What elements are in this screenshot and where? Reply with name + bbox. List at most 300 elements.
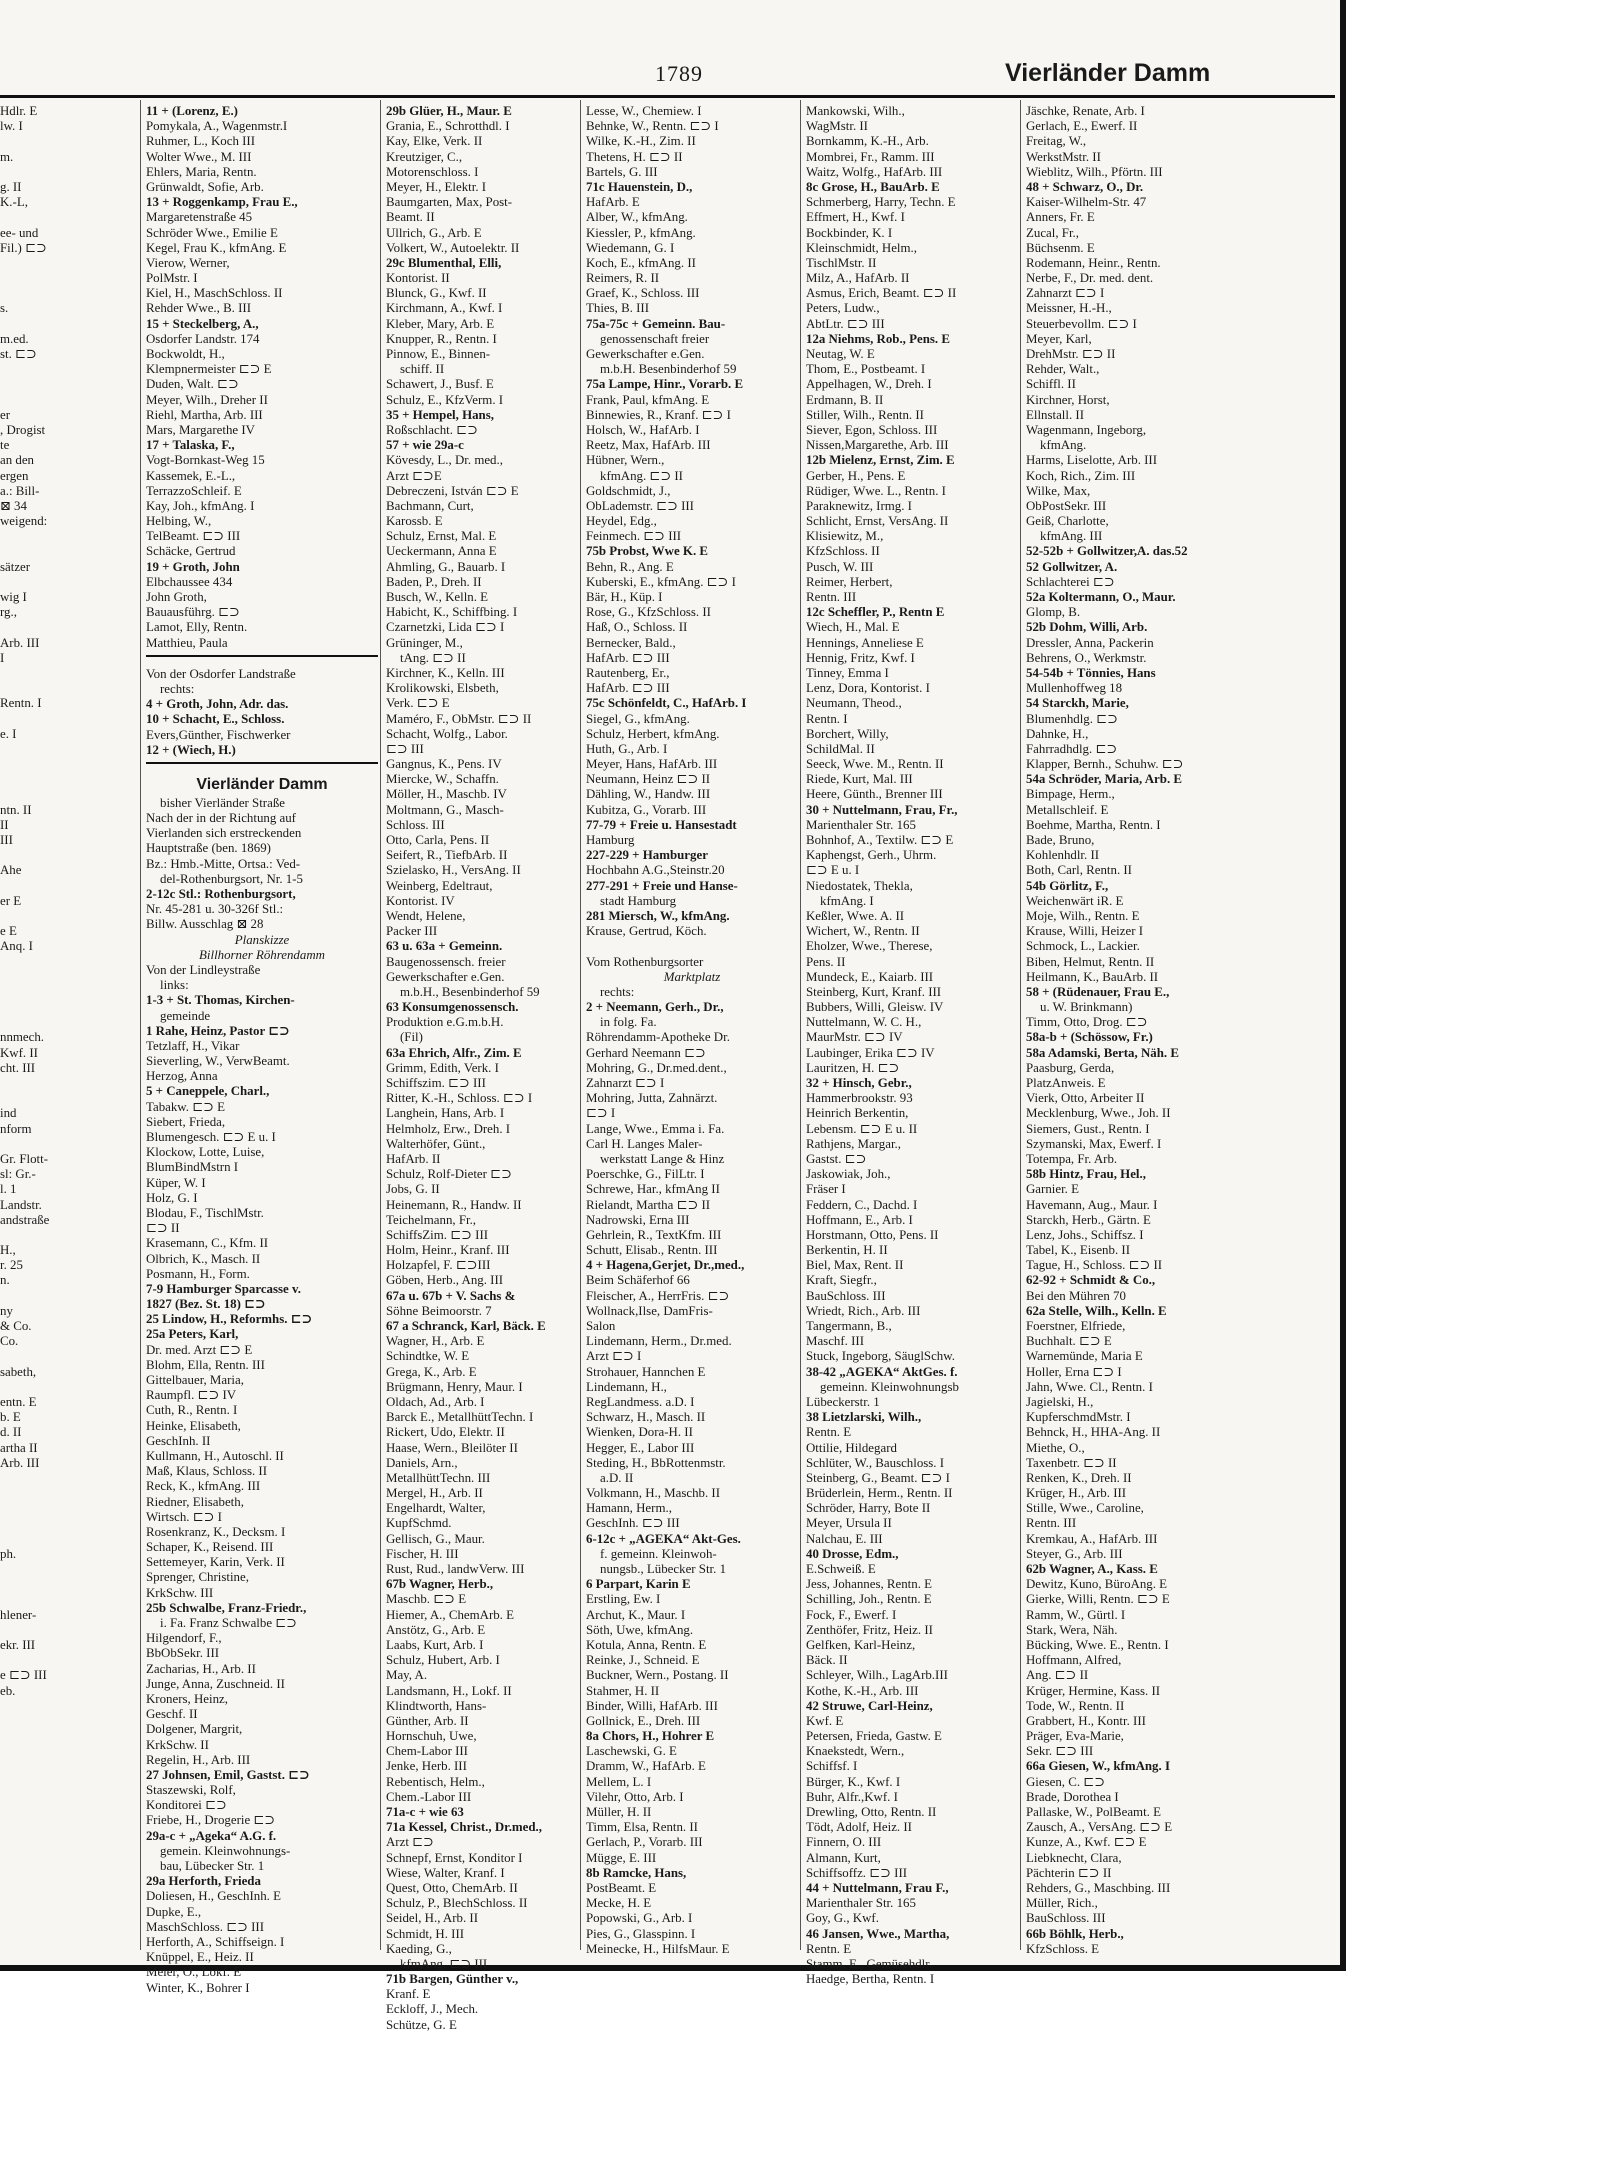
directory-line: links:: [160, 978, 189, 993]
directory-line: del-Rothenburgsort, Nr. 1-5: [160, 871, 303, 886]
directory-line: E.Schweiß. E: [806, 1562, 876, 1576]
directory-line: Lebensm. ⊏⊃ E u. II: [806, 1121, 918, 1136]
directory-line: [0, 1592, 136, 1607]
directory-line: [0, 1516, 136, 1531]
directory-line: e E: [0, 924, 17, 939]
directory-line: 7-9 Hamburger Sparcasse v.: [146, 1281, 301, 1296]
directory-line: Reck, K., kfmAng. III: [146, 1479, 261, 1494]
directory-line: 29b Glüer, H., Maur. E: [386, 104, 512, 118]
directory-line: Rathjens, Margar.,: [806, 1136, 901, 1151]
directory-line: Pusch, W. III: [806, 559, 874, 574]
directory-line: Von der Lindleystraße: [146, 962, 261, 977]
directory-line: Eholzer, Wwe., Therese,: [806, 939, 933, 954]
directory-line: i. Fa. Franz Schwalbe ⊏⊃: [160, 1616, 297, 1630]
directory-line: Kaiser-Wilhelm-Str. 47: [1026, 195, 1147, 210]
directory-line: 38 Lietzlarski, Wilh.,: [806, 1410, 922, 1425]
directory-line: Schwarz, H., Masch. II: [586, 1410, 706, 1425]
directory-line: Waitz, Wolfg., HafArb. III: [806, 164, 943, 179]
directory-line: 71c Hauenstein, D.,: [586, 179, 693, 194]
directory-line: 54-54b + Tönnies, Hans: [1026, 665, 1156, 680]
directory-line: 12c Scheffler, P., Rentn E: [806, 605, 945, 620]
directory-line: Wendt, Helene,: [386, 908, 466, 923]
directory-line: Landstr.: [0, 1197, 42, 1212]
directory-line: 17 + Talaska, F.,: [146, 438, 235, 453]
directory-line: 281 Miersch, W., kfmAng.: [586, 908, 730, 923]
directory-line: Kremkau, A., HafArb. III: [1026, 1531, 1158, 1546]
column-divider: [380, 100, 381, 1950]
directory-line: Ellnstall. II: [1026, 407, 1084, 422]
directory-line: Bär, H., Küp. I: [586, 590, 663, 604]
directory-line: 19 + Groth, John: [146, 559, 240, 574]
directory-line: Bubbers, Willi, Gleisw. IV: [806, 1000, 944, 1015]
directory-line: ⊠ 34: [0, 498, 27, 513]
directory-line: 58 + (Rüdenauer, Frau E.,: [1026, 984, 1170, 999]
directory-line: Stuck, Ingeborg, SäuglSchw.: [806, 1349, 955, 1364]
directory-line: Szielasko, H., VersAng. II: [386, 863, 521, 878]
directory-line: 52a Koltermann, O., Maur.: [1026, 590, 1176, 604]
directory-line: Boehme, Martha, Rentn. I: [1026, 817, 1161, 832]
directory-line: TischlMstr. II: [806, 255, 877, 270]
directory-line: PostBeamt. E: [586, 1880, 657, 1895]
directory-line: 25a Peters, Karl,: [146, 1327, 239, 1342]
directory-line: Seeck, Wwe. M., Rentn. II: [806, 757, 944, 772]
directory-line: 54 Starckh, Marie,: [1026, 696, 1129, 711]
directory-line: Ottilie, Hildegard: [806, 1440, 897, 1455]
directory-line: Steuerbevollm. ⊏⊃ I: [1026, 316, 1137, 331]
directory-line: 77-79 + Freie u. Hansestadt: [586, 817, 737, 832]
directory-line: [0, 1091, 136, 1106]
directory-line: Verk. ⊏⊃ E: [386, 696, 450, 711]
column-0: [0, 104, 136, 1699]
directory-line: Wagner, H., Arb. E: [386, 1334, 485, 1349]
directory-line: Meyer, Hans, HafArb. III: [586, 757, 718, 772]
directory-line: tAng. ⊏⊃ II: [400, 650, 466, 665]
directory-line: Thetens, H. ⊏⊃ II: [586, 149, 683, 164]
directory-line: Wienken, Dora-H. II: [586, 1425, 693, 1440]
directory-line: Schmerberg, Harry, Techn. E: [806, 195, 956, 210]
directory-line: Freitag, W.,: [1026, 134, 1087, 149]
directory-line: 44 + Nuttelmann, Frau F.,: [806, 1880, 949, 1895]
directory-line: Schulz, P., BlechSchloss. II: [386, 1896, 528, 1911]
directory-line: 62-92 + Schmidt & Co.,: [1026, 1273, 1156, 1288]
directory-line: 63a Ehrich, Alfr., Zim. E: [386, 1045, 522, 1060]
directory-line: Blodau, F., TischlMstr.: [146, 1205, 264, 1220]
directory-line: Maschf. III: [806, 1334, 864, 1349]
directory-line: Kwf. E: [806, 1713, 844, 1728]
directory-line: [0, 1380, 136, 1395]
directory-line: Ueckermann, Anna E: [386, 544, 497, 559]
directory-line: ntn. II: [0, 802, 32, 817]
directory-line: Giesen, C. ⊏⊃: [1026, 1774, 1105, 1789]
directory-line: [0, 393, 136, 408]
directory-line: [0, 848, 136, 863]
directory-line: Horstmann, Otto, Pens. II: [806, 1227, 939, 1242]
directory-line: [0, 377, 136, 392]
directory-line: Tinney, Emma I: [806, 665, 889, 680]
directory-line: kfmAng.: [1040, 438, 1087, 453]
directory-line: Berkentin, H. II: [806, 1243, 888, 1258]
directory-line: Renken, K., Dreh. II: [1026, 1470, 1132, 1485]
directory-line: Dähling, W., Handw. III: [586, 787, 711, 802]
section-rule: [146, 762, 378, 774]
directory-line: Biel, Max, Rent. II: [806, 1258, 904, 1273]
directory-line: l. 1: [0, 1182, 17, 1197]
directory-line: Rehder, Walt.,: [1026, 362, 1100, 377]
directory-line: GeschInh. ⊏⊃ III: [586, 1516, 680, 1531]
directory-line: Gerber, H., Pens. E: [806, 468, 906, 483]
directory-line: Olbrich, K., Masch. II: [146, 1251, 261, 1266]
directory-line: Milz, A., HafArb. II: [806, 271, 910, 286]
directory-line: Grimm, Edith, Verk. I: [386, 1060, 499, 1075]
directory-line: Helbing, W.,: [146, 514, 212, 529]
directory-line: 277-291 + Freie und Hanse-: [586, 878, 738, 893]
directory-line: ObPostSekr. III: [1026, 498, 1107, 513]
directory-line: Schnepf, Ernst, Konditor I: [386, 1850, 523, 1865]
directory-line: Bachmann, Curt,: [386, 498, 474, 513]
directory-line: Pächterin ⊏⊃ II: [1026, 1865, 1112, 1880]
directory-line: Krüger, H., Arb. III: [1026, 1486, 1127, 1501]
directory-line: 58b Hintz, Frau, Hel.,: [1026, 1167, 1146, 1182]
directory-line: [0, 1653, 136, 1668]
directory-line: Stamm, E., Gemüsehdlr.: [806, 1956, 933, 1971]
directory-line: II: [0, 817, 9, 832]
directory-line: Kunze, A., Kwf. ⊏⊃ E: [1026, 1835, 1147, 1850]
directory-line: Fock, F., Ewerf. I: [806, 1607, 897, 1622]
column-divider: [140, 100, 141, 1950]
directory-line: Seidel, H., Arb. II: [386, 1911, 479, 1926]
directory-line: Gerlach, E., Ewerf. II: [1026, 119, 1138, 134]
directory-line: Herzog, Anna: [146, 1069, 218, 1084]
directory-line: Kothe, K.-H., Arb. III: [806, 1683, 919, 1698]
directory-line: Elbchaussee 434: [146, 574, 233, 589]
directory-line: g. II: [0, 179, 22, 194]
directory-line: Sprenger, Christine,: [146, 1570, 249, 1585]
directory-line: Pies, G., Glasspinn. I: [586, 1926, 696, 1941]
directory-line: [0, 1623, 136, 1638]
directory-line: Kohlenhdlr. II: [1026, 848, 1100, 863]
directory-line: Steding, H., BbRottenmstr.: [586, 1455, 726, 1470]
directory-line: Billw. Ausschlag ⊠ 28: [146, 917, 264, 932]
directory-line: Graef, K., Schloss. III: [586, 286, 700, 301]
directory-line: AbtLtr. ⊏⊃ III: [806, 316, 885, 331]
directory-line: Mohring, Jutta, Zahnärzt.: [586, 1091, 718, 1106]
directory-line: nform: [0, 1121, 32, 1136]
directory-line: Vilehr, Otto, Arb. I: [586, 1789, 684, 1804]
directory-line: Erstling, Ew. I: [586, 1592, 661, 1607]
directory-line: Nalchau, E. III: [806, 1531, 883, 1546]
directory-line: Dr. med. Arzt ⊏⊃ E: [146, 1342, 253, 1357]
directory-line: Kraft, Siegfr.,: [806, 1273, 877, 1288]
directory-line: 75c Schönfeldt, C., HafArb. I: [586, 696, 747, 711]
directory-line: Thom, E., Postbeamt. I: [806, 362, 926, 377]
directory-line: Schäcke, Gertrud: [146, 544, 236, 559]
directory-line: Söhne Beimoorstr. 7: [386, 1303, 492, 1318]
directory-line: Reinke, J., Schneid. E: [586, 1653, 700, 1668]
directory-line: Walterhöfer, Günt.,: [386, 1136, 486, 1151]
directory-line: Meier, O., Lokf. E: [146, 1965, 242, 1980]
directory-line: 6-12c + „AGEKA“ Akt-Ges.: [586, 1531, 741, 1546]
directory-line: Heinke, Elisabeth,: [146, 1418, 241, 1433]
directory-line: Schloss. III: [386, 817, 445, 832]
directory-line: Tague, H., Schloss. ⊏⊃ II: [1026, 1258, 1163, 1273]
directory-line: gemein. Kleinwohnungs-: [160, 1843, 291, 1858]
directory-line: Effmert, H., Kwf. I: [806, 210, 905, 225]
directory-line: Geiß, Charlotte,: [1026, 514, 1109, 529]
directory-line: 46 Jansen, Wwe., Martha,: [806, 1926, 950, 1941]
directory-line: 2-12c Stl.: Rothenburgsort,: [146, 887, 296, 901]
directory-line: Mecklenburg, Wwe., Joh. II: [1026, 1106, 1171, 1121]
directory-line: Motorenschloss. I: [386, 164, 479, 179]
directory-line: Rentn. E: [806, 1425, 852, 1440]
directory-line: Rickert, Udo, Elektr. II: [386, 1425, 505, 1440]
directory-line: Heere, Günth., Brenner III: [806, 787, 943, 802]
directory-line: artha II: [0, 1440, 38, 1455]
directory-line: 25b Schwalbe, Franz-Friedr.,: [146, 1600, 307, 1615]
directory-line: Grüninger, M.,: [386, 635, 463, 650]
directory-line: 1827 (Bez. St. 18) ⊏⊃: [146, 1297, 266, 1312]
directory-line: sl: Gr.-: [0, 1167, 36, 1182]
directory-line: Bade, Bruno,: [1026, 833, 1095, 847]
directory-line: Hdlr. E: [0, 104, 38, 118]
directory-line: Tetzlaff, H., Vikar: [146, 1038, 240, 1053]
directory-line: Marienthaler Str. 165: [806, 817, 916, 832]
directory-line: Kirchner, Horst,: [1026, 392, 1110, 407]
directory-line: 63 u. 63a + Gemeinn.: [386, 939, 503, 954]
directory-line: Barck E., MetallhüttTechn. I: [386, 1410, 534, 1425]
directory-line: Almann, Kurt,: [806, 1850, 881, 1865]
directory-line: Gelfken, Karl-Heinz,: [806, 1637, 916, 1652]
directory-line: Hochbahn A.G.,Steinstr.20: [586, 863, 725, 878]
directory-line: [0, 1532, 136, 1547]
directory-line: 57 + wie 29a-c: [386, 438, 464, 453]
directory-line: Koch, E., kfmAng. II: [586, 255, 696, 270]
directory-line: Heydel, Edg.,: [586, 514, 657, 529]
directory-line: rg.,: [0, 605, 17, 620]
directory-line: 12a Niehms, Rob., Pens. E: [806, 331, 950, 346]
directory-line: Glomp, B.: [1026, 605, 1081, 620]
directory-line: werkstatt Lange & Hinz: [600, 1151, 725, 1166]
directory-line: SchildMal. II: [806, 741, 875, 756]
directory-line: Hübner, Wern.,: [586, 453, 665, 468]
directory-line: Binder, Willi, HafArb. III: [586, 1698, 718, 1713]
directory-line: Czarnetzki, Lida ⊏⊃ I: [386, 620, 505, 635]
directory-line: st. ⊏⊃: [0, 347, 37, 361]
directory-line: Frank, Paul, kfmAng. E: [586, 392, 710, 407]
directory-line: kfmAng. III: [1040, 529, 1103, 544]
directory-line: 67 a Schranck, Karl, Bäck. E: [386, 1319, 546, 1333]
directory-line: Bücking, Wwe. E., Rentn. I: [1026, 1637, 1169, 1652]
directory-line: 4 + Groth, John, Adr. das.: [146, 697, 289, 712]
directory-line: 30 + Nuttelmann, Frau, Fr.,: [806, 802, 958, 817]
directory-line: [0, 1486, 136, 1501]
directory-line: Küper, W. I: [146, 1175, 206, 1190]
directory-line: 12 + (Wiech, H.): [146, 742, 236, 757]
directory-line: Kuberski, E., kfmAng. ⊏⊃ I: [586, 574, 736, 589]
directory-line: Heinrich Berkentin,: [806, 1106, 909, 1121]
directory-line: Blumenhdlg. ⊏⊃: [1026, 711, 1118, 726]
directory-line: Timm, Elsa, Rentn. II: [586, 1820, 698, 1835]
directory-line: Neumann, Theod.,: [806, 696, 902, 711]
directory-line: Kegel, Frau K., kfmAng. E: [146, 240, 287, 255]
directory-line: Bockbinder, K. I: [806, 225, 893, 240]
directory-line: Holzapfel, F. ⊏⊃III: [386, 1258, 491, 1273]
directory-line: Klockow, Lotte, Luise,: [146, 1145, 265, 1160]
directory-line: Alber, W., kfmAng.: [586, 210, 688, 225]
directory-line: f. gemeinn. Kleinwoh-: [600, 1546, 717, 1561]
directory-line: Jahn, Wwe. Cl., Rentn. I: [1026, 1379, 1153, 1394]
directory-line: Wieblitz, Wilh., Pförtn. III: [1026, 164, 1163, 179]
directory-line: Vierk, Otto, Arbeiter II: [1026, 1091, 1145, 1106]
directory-line: HafArb. ⊏⊃ III: [586, 650, 670, 665]
directory-line: Lenz, Johs., Schiffsz. I: [1026, 1227, 1144, 1242]
directory-line: Gittelbauer, Maria,: [146, 1373, 244, 1387]
directory-line: 15 + Steckelberg, A.,: [146, 316, 259, 331]
directory-line: Bei den Mühren 70: [1026, 1288, 1126, 1303]
directory-line: Blunck, G., Kwf. II: [386, 286, 487, 301]
directory-line: ph.: [0, 1546, 17, 1561]
directory-line: Holm, Heinr., Kranf. III: [386, 1243, 510, 1258]
directory-line: Hornschuh, Uwe,: [386, 1729, 477, 1744]
directory-line: kfmAng. ⊏⊃ III: [400, 1956, 488, 1971]
directory-line: Jaskowiak, Joh.,: [806, 1167, 891, 1182]
directory-line: Ang. ⊏⊃ II: [1026, 1668, 1089, 1683]
directory-line: ind: [0, 1106, 17, 1121]
directory-line: [0, 970, 136, 985]
directory-line: Gr. Flott-: [0, 1151, 48, 1166]
directory-line: Hennig, Fritz, Kwf. I: [806, 650, 915, 665]
directory-line: s.: [0, 301, 9, 316]
directory-line: Arb. III: [0, 635, 40, 650]
directory-line: Anstötz, G., Arb. E: [386, 1622, 486, 1637]
directory-line: Daniels, Arn.,: [386, 1455, 458, 1470]
directory-line: an den: [0, 453, 35, 468]
directory-line: Krüger, Hermine, Kass. II: [1026, 1683, 1161, 1698]
directory-line: ⊏⊃ I: [586, 1106, 616, 1121]
directory-line: Buhr, Alfr.,Kwf. I: [806, 1789, 898, 1804]
directory-line: MaschSchloss. ⊏⊃ III: [146, 1919, 265, 1934]
directory-line: Ahmling, G., Bauarb. I: [386, 559, 506, 574]
directory-line: Wirtsch. ⊏⊃ I: [146, 1509, 222, 1524]
directory-line: Pallaske, W., PolBeamt. E: [1026, 1805, 1161, 1819]
directory-line: 58a Adamski, Berta, Näh. E: [1026, 1045, 1179, 1060]
directory-line: [0, 544, 136, 559]
directory-line: 52-52b + Gollwitzer,A. das.52: [1026, 544, 1188, 559]
directory-line: Tabakw. ⊏⊃ E: [146, 1099, 226, 1114]
directory-line: Holler, Erna ⊏⊃ I: [1026, 1364, 1122, 1379]
directory-line: Ritter, K.-H., Schloss. ⊏⊃ I: [386, 1091, 533, 1106]
directory-line: Günther, Arb. II: [386, 1713, 469, 1728]
directory-line: Schlüter, W., Bauschloss. I: [806, 1455, 945, 1470]
directory-line: Schleyer, Wilh., LagArb.III: [806, 1668, 948, 1683]
directory-line: 5 + Caneppele, Charl.,: [146, 1084, 270, 1099]
directory-line: Lauritzen, H. ⊏⊃: [806, 1060, 900, 1075]
directory-line: MaurMstr. ⊏⊃ IV: [806, 1030, 903, 1045]
directory-line: Schröder Wwe., Emilie E: [146, 225, 278, 240]
directory-line: [0, 286, 136, 301]
directory-line: RegLandmess. a.D. I: [586, 1394, 695, 1409]
directory-line: Schmidt, H. III: [386, 1926, 465, 1941]
directory-line: Seifert, R., TiefbArb. II: [386, 848, 508, 863]
directory-line: Quest, Otto, ChemArb. II: [386, 1880, 518, 1895]
directory-line: Rust, Rud., landwVerw. III: [386, 1562, 525, 1576]
directory-line: Poerschke, G., FilLtr. I: [586, 1167, 705, 1182]
directory-line: Feddern, C., Dachd. I: [806, 1197, 918, 1212]
directory-line: Tode, W., Rentn. II: [1026, 1698, 1125, 1713]
directory-line: rechts:: [160, 681, 195, 696]
directory-line: KrkSchw. II: [146, 1737, 209, 1752]
directory-line: ⊏⊃ II: [146, 1221, 180, 1236]
italic-note: Planskizze: [234, 932, 290, 947]
directory-line: te: [0, 438, 10, 453]
directory-line: 54b Görlitz, F.,: [1026, 878, 1109, 893]
directory-line: Kubitza, G., Vorarb. III: [586, 802, 707, 817]
directory-line: Mellem, L. I: [586, 1774, 652, 1789]
directory-line: Tödt, Adolf, Heiz. II: [806, 1820, 912, 1835]
directory-line: Vogt-Bornkast-Weg 15: [146, 453, 265, 468]
street-title: Vierländer Damm: [1005, 59, 1211, 87]
directory-line: entn. E: [0, 1394, 37, 1409]
directory-line: Jess, Johannes, Rentn. E: [806, 1577, 933, 1592]
directory-line: Carl H. Langes Maler-: [586, 1136, 703, 1151]
directory-line: Kay, Joh., kfmAng. I: [146, 498, 255, 513]
directory-line: Gewerkschafter e.Gen.: [386, 969, 505, 984]
directory-line: e. I: [0, 726, 17, 741]
directory-line: 71a Kessel, Christ., Dr.med.,: [386, 1820, 542, 1835]
directory-line: Hennings, Anneliese E: [806, 635, 924, 650]
directory-line: Lenz, Dora, Kontorist. I: [806, 681, 930, 696]
directory-line: Koch, Rich., Zim. III: [1026, 468, 1136, 483]
directory-line: Raumpfl. ⊏⊃ IV: [146, 1388, 237, 1403]
directory-line: Lange, Wwe., Emma i. Fa.: [586, 1121, 725, 1136]
directory-line: Reimer, Herbert,: [806, 574, 893, 589]
directory-line: Behnck, H., HHA-Ang. II: [1026, 1425, 1161, 1440]
directory-line: Helmholz, Erw., Dreh. I: [386, 1121, 511, 1136]
directory-line: Lesse, W., Chemiew. I: [586, 104, 702, 118]
directory-line: Wiedemann, G. I: [586, 240, 675, 255]
directory-line: Margaretenstraße 45: [146, 210, 253, 225]
directory-line: K.-L,: [0, 195, 28, 210]
directory-line: Finnern, O. III: [806, 1835, 882, 1850]
directory-line: 42 Struwe, Carl-Heinz,: [806, 1698, 933, 1713]
directory-line: 13 + Roggenkamp, Frau E.,: [146, 195, 298, 210]
directory-line: Gellisch, G., Maur.: [386, 1531, 485, 1546]
directory-line: Rosenkranz, K., Decksm. I: [146, 1524, 286, 1539]
directory-line: Bürger, K., Kwf. I: [806, 1774, 901, 1789]
directory-line: Rielandt, Martha ⊏⊃ II: [586, 1197, 711, 1212]
directory-line: Mohring, G., Dr.med.dent.,: [586, 1060, 727, 1075]
directory-line: Kövesdy, L., Dr. med.,: [386, 453, 503, 468]
directory-line: gemeinn. Kleinwohnungsb: [820, 1379, 959, 1394]
directory-line: Eckloff, J., Mech.: [386, 2002, 479, 2017]
directory-line: Bernecker, Bald.,: [586, 635, 676, 650]
directory-line: BlumBindMstrn I: [146, 1160, 239, 1175]
directory-line: (Fil): [400, 1030, 423, 1045]
directory-line: , Drogist: [0, 422, 46, 437]
directory-line: Laabs, Kurt, Arb. I: [386, 1637, 484, 1652]
directory-line: 1 Rahe, Heinz, Pastor ⊏⊃: [146, 1023, 290, 1038]
directory-line: Stahmer, H. II: [586, 1683, 660, 1698]
directory-line: Dupke, E.,: [146, 1904, 202, 1919]
directory-line: Zausch, A., VersAng. ⊏⊃ E: [1026, 1820, 1173, 1835]
directory-line: 71a-c + wie 63: [386, 1805, 464, 1819]
directory-line: Pens. II: [806, 954, 846, 969]
directory-line: 227-229 + Hamburger: [586, 848, 708, 863]
directory-line: Co.: [0, 1334, 19, 1349]
directory-line: wig I: [0, 590, 27, 604]
directory-line: Osdorfer Landstr. 174: [146, 331, 260, 346]
directory-line: r. 25: [0, 1258, 23, 1273]
directory-line: Schiffszim. ⊏⊃ III: [386, 1076, 486, 1090]
